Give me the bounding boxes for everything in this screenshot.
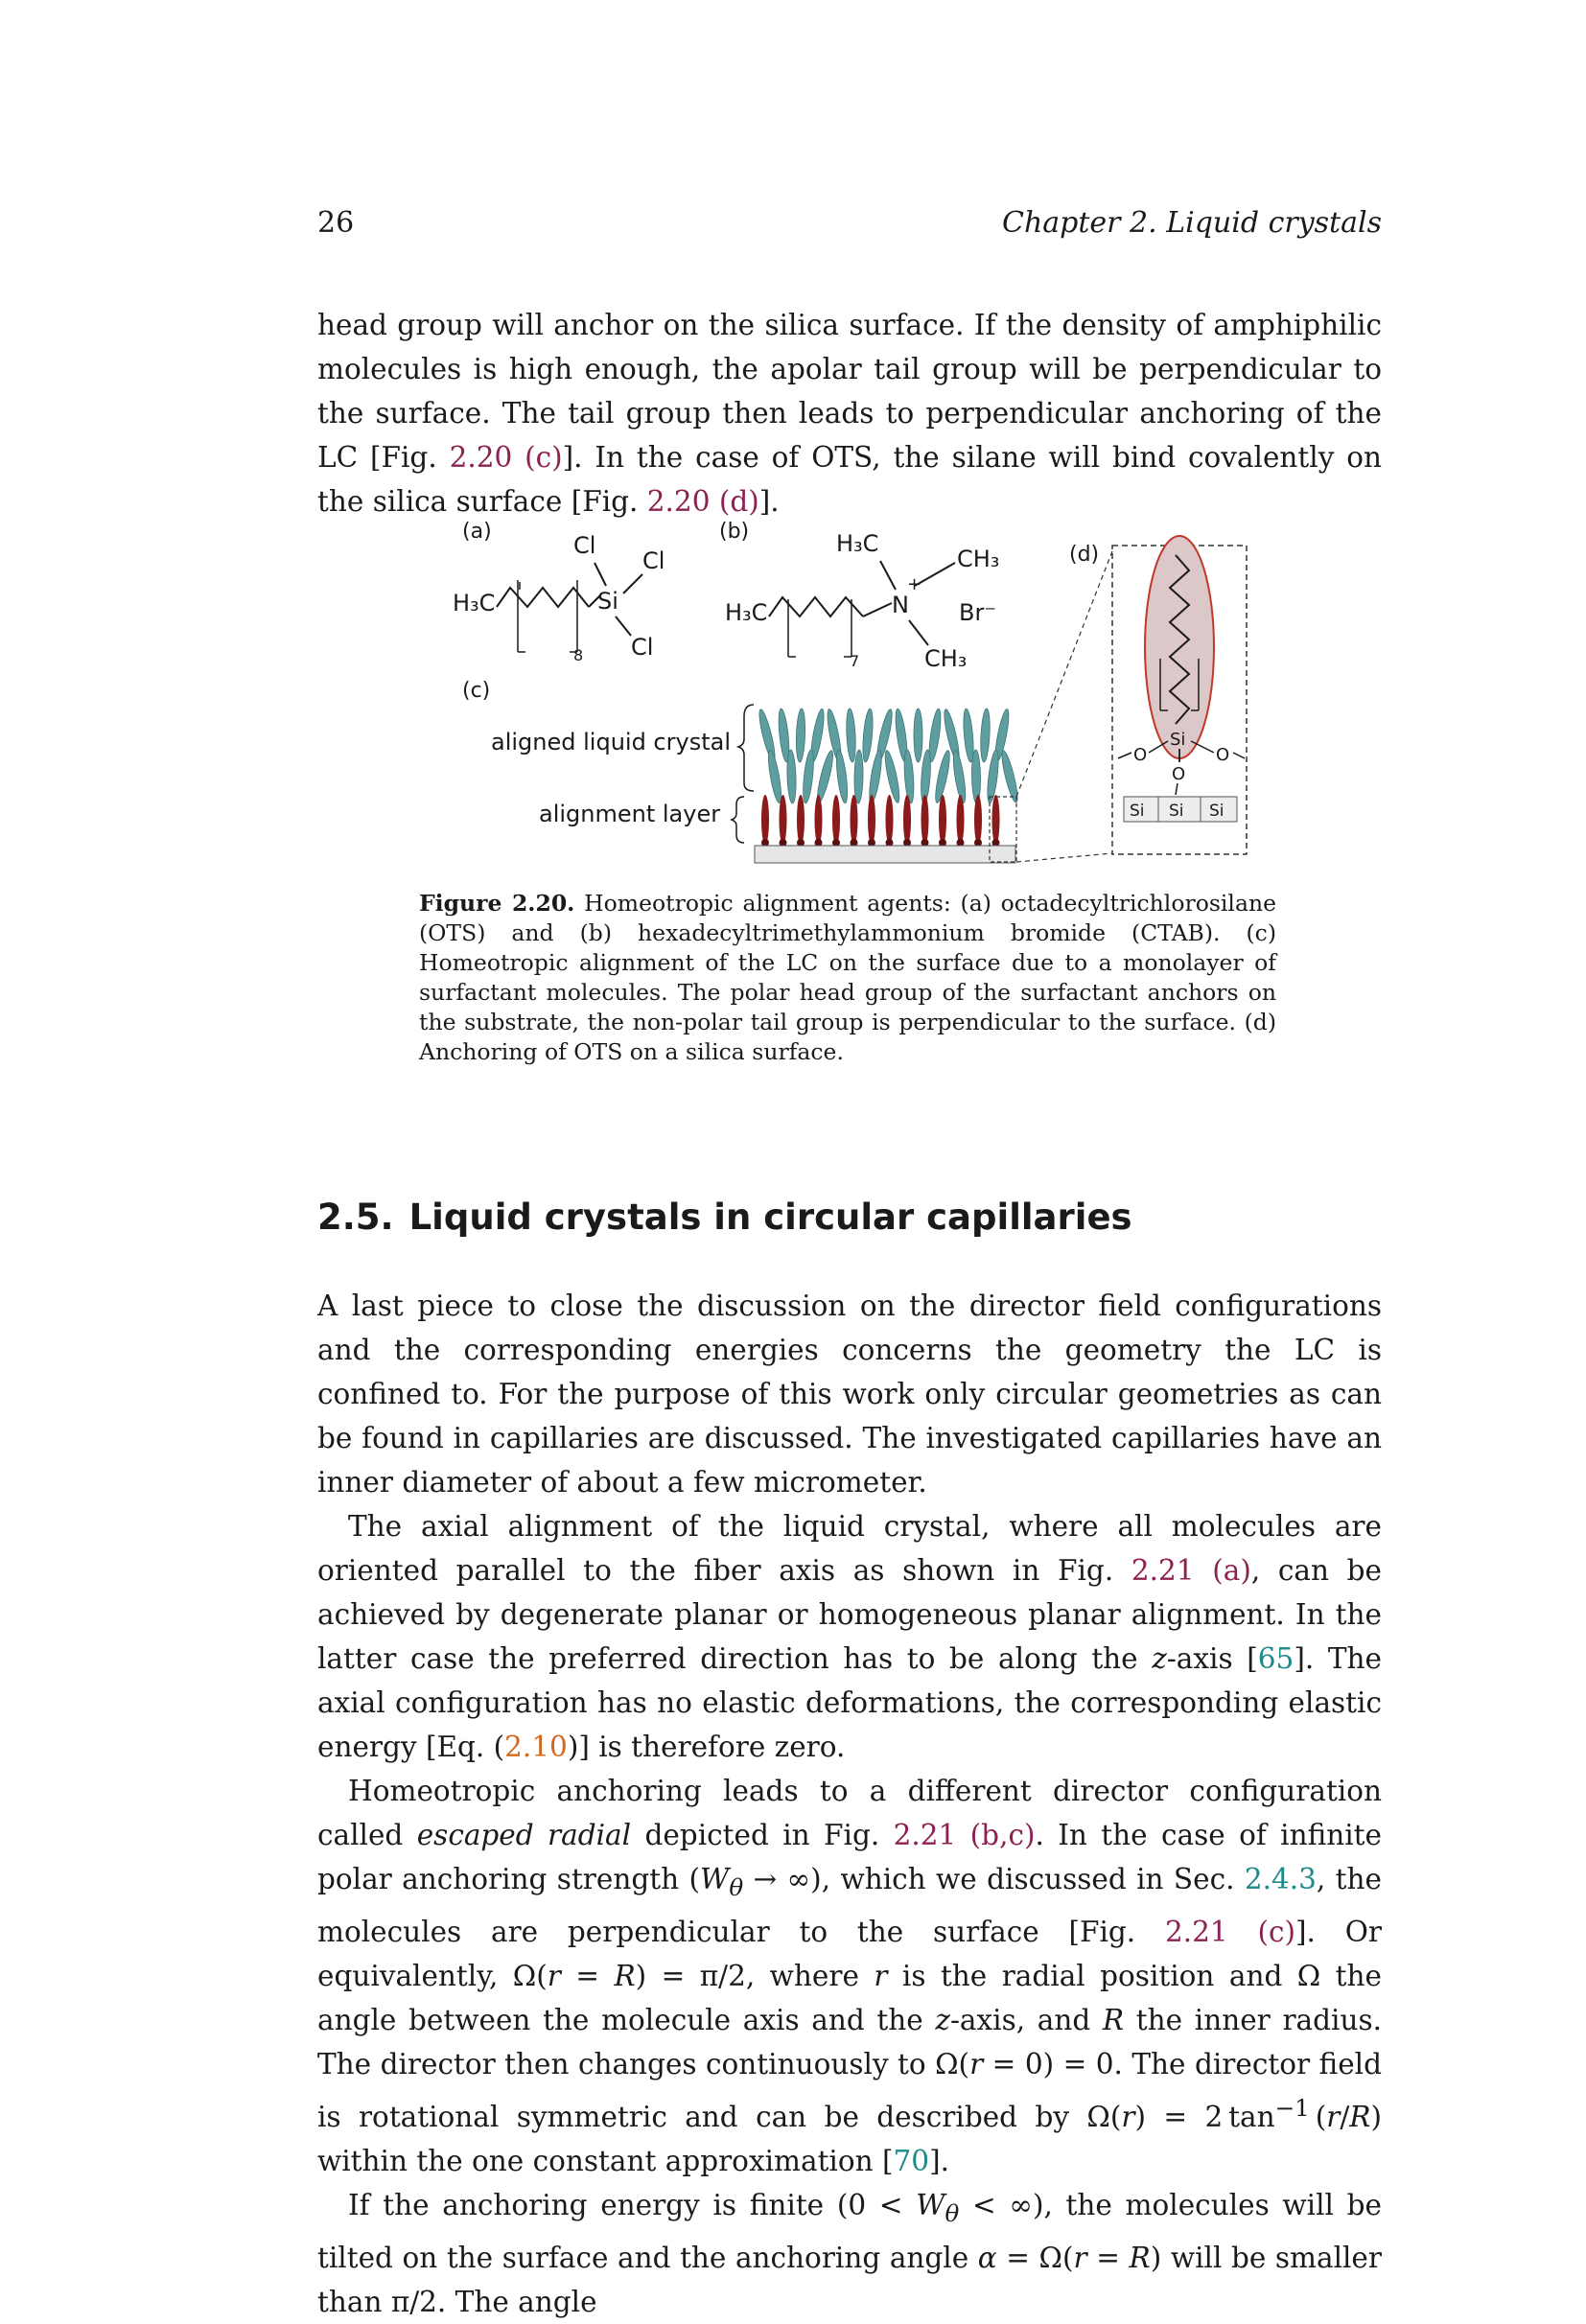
paragraph-4 [317,2183,1382,2324]
figure-graphic [441,513,1266,882]
ctab-repeat: 7 [850,652,860,670]
silica-o-right: O [1216,745,1230,765]
ctab-h3c-top: H₃C [836,530,879,557]
substrate-si-1: Si [1130,802,1145,821]
surfactant-molecule [868,795,875,845]
paragraph-3: Homeotropic anchoring leads to a different director configuration called escaped radial depicted in Fig. 2.21 (b,c). In the case of infinite polar anchoring strength ($W_\theta$ → ∞), which we discussed in Sec. 2.4.3, the molecules are perpendicular to the surface [Fig. 2.21 (c)]. Or equivalently, Ω(r = R) = π/2, where r is the radial position and Ω the angle between the molecule axis and the z-axis, and R the inner radius. The director then changes continuously to Ω(r = 0) = 0. The director field is rotational symmetric and can be described by Ω(r) = 2 $\tan^{-1} (r/R)$ within the one constant approximation [70]. [317,1775,1383,2177]
label-alignment-layer: alignment layer [539,801,721,827]
caption-text: Homeotropic alignment agents: (a) octadecyltrichlorosilane (OTS) and (b) hexadecyltrimethylammonium bromide (CTAB). (c) Homeotropic alignment of the LC on the surface due to a monolayer of surfactant molecules. The polar head group of the surfactant anchors on the substrate, the non-polar tail group is perpendicular to the surface. (d) Anchoring of OTS on a silica surface. [419,890,1276,1065]
ots-anchoring-detail [1112,536,1247,854]
caption-label: Figure 2.20. [419,890,575,917]
intro-text-c: ]. [758,485,780,518]
ots-cl-right: Cl [642,547,665,574]
p2-c: -axis [ [1166,1642,1258,1675]
ctab-n: N [892,592,909,618]
p4-R: R [1129,2241,1151,2274]
panel-label-b: (b) [719,520,750,544]
ctab-plus: + [907,574,922,594]
p3-c: . In the case of infinite polar anchoring strength ( [317,1819,1382,1895]
p3-r1: r [547,1959,561,1992]
lc-molecule [882,750,901,804]
figure-ref-2-21-c[interactable]: 2.21 (c) [1164,1915,1296,1948]
surfactant-molecule [832,795,840,845]
p3-o: ) within the one constant approximation [ [317,2100,1383,2177]
surfactant-molecule [780,795,787,845]
section-ref-2-4-3[interactable]: 2.4.3 [1244,1863,1317,1895]
substrate-si-3: Si [1209,802,1224,821]
surfactant-molecule [903,795,911,845]
figure-ref-2-21-a[interactable]: 2.21 (a) [1131,1554,1251,1587]
intro-paragraph [317,303,1382,523]
p4-r: r [1073,2241,1087,2274]
surfactant-molecule [957,795,965,845]
ctab-h3c-left: H₃C [725,599,768,626]
p3-r2: r [874,1959,888,1992]
figure-ref-2-20-c[interactable]: 2.20 (c) [449,441,563,474]
lc-molecule [766,750,784,804]
citation-65[interactable]: 65 [1257,1642,1294,1675]
p3-i: is the radial position and Ω the angle between the molecule axis and the [317,1959,1382,2036]
p3-frac-num: r [1326,2100,1341,2133]
p4-d: = [1086,2241,1130,2274]
ctab-br: Br⁻ [959,599,996,626]
p3-p: ]. [929,2144,949,2177]
ots-cl-top: Cl [573,532,596,559]
p3-d: → ∞), which we discussed in Sec. [743,1863,1245,1895]
p3-R2: R [1102,2003,1125,2036]
lc-molecule [846,709,857,762]
lc-molecule [757,709,778,763]
lc-molecule [861,709,875,763]
panel-label-d: (d) [1069,543,1100,567]
lc-molecule [903,750,916,803]
p3-frac-den: R [1349,2100,1371,2133]
chapter-title: Chapter 2. Liquid crystals [1001,206,1382,240]
surfactant-molecule [992,795,1000,845]
ots-cl-bottom: Cl [631,634,654,661]
ots-repeat: 8 [573,646,584,664]
p2-z: z [1152,1642,1167,1675]
substrate [755,846,1015,863]
surfactant-molecule [886,795,894,845]
surfactant-molecule [939,795,946,845]
lc-molecule [986,750,1001,804]
page-number: 26 [317,206,355,240]
ctab-ch3-right: CH₃ [957,546,1000,572]
surfactant-molecule [974,795,982,845]
lc-molecule [802,750,816,804]
equation-ref-2-10[interactable]: 2.10 [504,1731,568,1763]
substrate-si-2: Si [1169,802,1184,821]
lc-molecule [971,750,981,803]
label-aligned-lc: aligned liquid crystal [491,729,731,755]
lc-molecule [980,709,991,762]
p4-alpha: α [977,2241,997,2274]
section-heading [317,1197,1382,1238]
p3-e: , the molecules are perpendicular to the surface [Fig. [317,1863,1382,1948]
p3-m: ) = 2 tan [1134,2100,1275,2133]
p3-r4: r [1121,2100,1135,2133]
p4-a: If the anchoring energy is finite (0 < [348,2188,917,2221]
p3-h: ) = π/2, where [635,1959,875,1992]
p3-z: z [935,2003,950,2036]
p4-e: ) will be smaller than π/2. The angle [317,2241,1382,2318]
p3-term: escaped radial [416,1819,632,1851]
p3-b: depicted in Fig. [631,1819,894,1851]
intro-text-a: head group will anchor on the silica surface. If the density of amphiphilic molecules is high enough, the apolar tail group will be perpendicular to the surface. The tail group then leads to perpendicular anchoring of the LC [Fig. [317,309,1382,474]
ots-molecule [453,532,665,664]
figure-ref-2-21-bc[interactable]: 2.21 (b,c) [893,1819,1036,1851]
silica-o-center: O [1172,764,1186,784]
lc-molecule [920,750,932,803]
paragraph-2 [317,1504,1382,1769]
p2-b: , can be achieved by degenerate planar or homogeneous planar alignment. In the latter case the preferred direction has to be along the [317,1554,1383,1675]
p3-n: ( [1309,2100,1327,2133]
p3-sup: −1 [1274,2093,1310,2122]
p3-j: -axis, and [949,2003,1103,2036]
p3-w: W [700,1863,730,1895]
ots-si: Si [597,588,618,615]
p3-R1: R [614,1959,636,1992]
surfactant-molecule [815,795,823,845]
lc-molecule [796,709,806,762]
p2-e: )] is therefore zero. [567,1731,846,1763]
p4-c: = Ω( [996,2241,1074,2274]
surfactant-molecule [851,795,858,845]
p3-l: = 0) = 0. The director field is rotational symmetric and can be described by Ω( [317,2047,1382,2133]
p3-w-sub: θ [729,1872,744,1901]
lc-molecule [786,750,797,803]
surfactant-molecule [761,795,769,845]
figure-ref-2-20-d[interactable]: 2.20 (d) [646,485,759,518]
silica-o-left: O [1133,745,1148,765]
surfactant-molecule [797,795,805,845]
figure-caption [419,889,1276,1067]
section-title: Liquid crystals in circular capillaries [408,1197,1132,1238]
section-body [317,1284,1382,2324]
lc-molecule [854,750,864,803]
p3-k: the inner radius. The director then changes continuously to Ω( [317,2003,1382,2080]
lc-molecule [867,750,884,804]
surfactant-molecule [921,795,929,845]
section-number: 2.5. [317,1197,394,1238]
ctab-ch3-bottom: CH₃ [924,645,968,672]
figure-2-20 [441,513,1266,882]
p3-r3: r [969,2047,984,2080]
citation-70[interactable]: 70 [893,2144,930,2177]
ctab-molecule [725,530,999,672]
lc-molecule [914,709,922,762]
ots-h3c: H₃C [453,590,496,616]
paragraph-1: A last piece to close the discussion on the director field configurations and the corresponding energies concerns the geometry the LC is confined to. For the purpose of this work only circular geometries as can be found in capillaries are discussed. The investigated capillaries have an inner diameter of about a few micrometer. [317,1290,1382,1499]
panel-label-a: (a) [462,520,492,544]
p3-g: = [560,1959,615,1992]
p3-a: Homeotropic anchoring leads to a different director configuration called [317,1775,1382,1851]
p2-a: The axial alignment of the liquid crystal, where all molecules are oriented parallel to the fiber axis as shown in Fig. [317,1510,1382,1587]
p3-f: ]. Or equivalently, Ω( [317,1915,1382,1992]
intro-text-b: ]. In the case of OTS, the silane will bind covalently on the silica surface [Fig. [317,441,1383,518]
lc-molecules [757,709,1020,804]
panel-label-c: (c) [462,679,491,703]
p4-w: W [916,2188,945,2221]
silica-si-center: Si [1170,730,1186,750]
running-header [317,206,1382,248]
p2-d: ]. The axial configuration has no elastic deformations, the corresponding elastic energy [Eq. ( [317,1642,1382,1763]
p4-w-sub: θ [945,2198,960,2227]
p4-b: < ∞), the molecules will be tilted on the surface and the anchoring angle [317,2188,1382,2274]
